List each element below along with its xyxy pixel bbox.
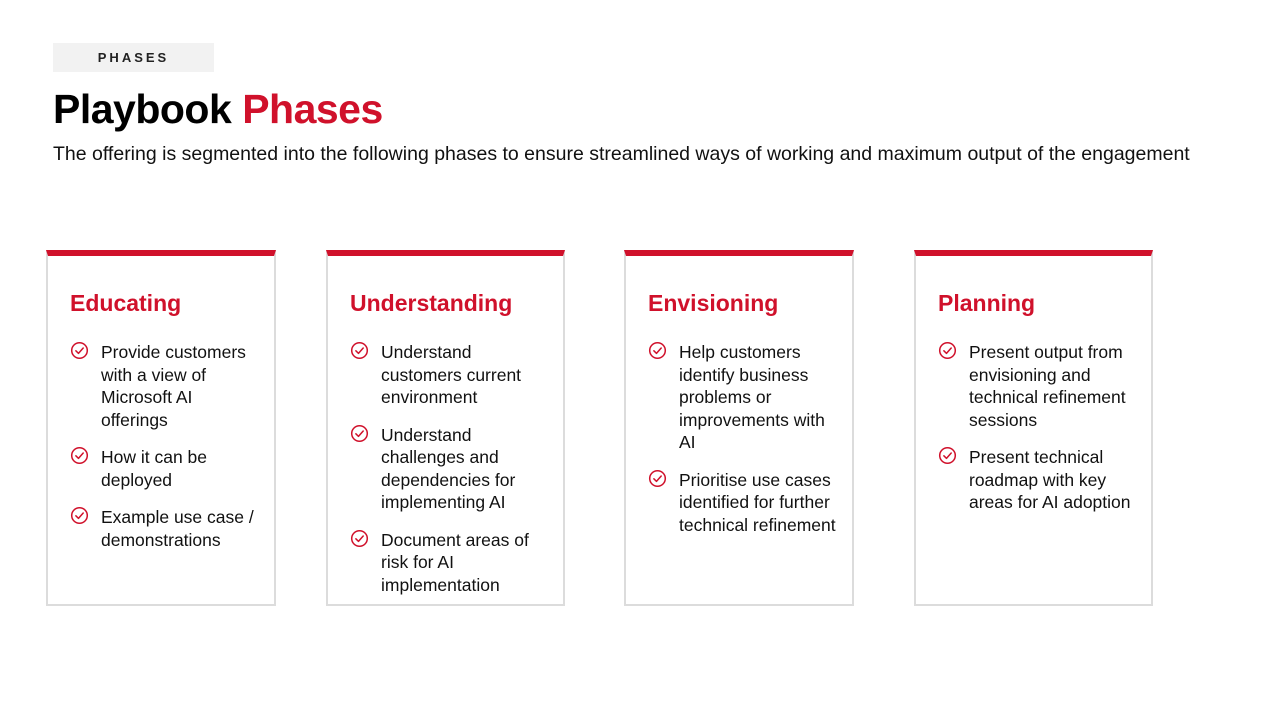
list-item	[350, 341, 553, 409]
check-circle-icon	[350, 529, 369, 548]
list-item	[648, 469, 842, 537]
item-text: Understand customers current environment	[381, 342, 522, 407]
phase-card-planning	[914, 250, 1153, 606]
check-circle-icon	[938, 446, 957, 465]
phase-title: Planning	[938, 290, 1036, 316]
check-circle-icon	[648, 341, 667, 360]
phase-items	[350, 341, 553, 611]
phase-card-envisioning	[624, 250, 854, 606]
item-text: Help customers identify business problems or improvements with AI	[679, 342, 825, 452]
item-text: Document areas of risk for AI implementation	[381, 529, 529, 595]
phase-card-understanding	[326, 250, 565, 606]
check-circle-icon	[648, 469, 667, 488]
item-text: Provide customers with a view of Microsoft AI offerings	[101, 342, 246, 430]
item-text: Understand challenges and dependencies for implementing AI	[381, 424, 516, 512]
item-text: Example use case / demonstrations	[101, 507, 254, 550]
phase-items	[938, 341, 1141, 529]
page-subtitle: The offering is segmented into the following phases to ensure streamlined ways of working and maximum output of the engagement	[53, 143, 1190, 165]
phase-items	[648, 341, 842, 551]
check-circle-icon	[350, 424, 369, 443]
list-item	[350, 529, 553, 597]
item-text: Present output from envisioning and technical refinement sessions	[969, 342, 1126, 430]
list-item	[70, 506, 264, 551]
check-circle-icon	[70, 341, 89, 360]
list-item	[350, 424, 553, 514]
phase-title: Educating	[70, 290, 182, 316]
phase-items	[70, 341, 264, 566]
list-item	[70, 446, 264, 491]
check-circle-icon	[70, 506, 89, 525]
phase-card-educating	[46, 250, 276, 606]
item-text: How it can be deployed	[101, 447, 208, 490]
check-circle-icon	[938, 341, 957, 360]
page-title-accent: Phases	[242, 86, 383, 132]
page-title-main: Playbook	[53, 86, 232, 132]
item-text: Prioritise use cases identified for further technical refinement	[679, 469, 836, 535]
phase-title: Envisioning	[648, 290, 779, 316]
item-text: Present technical roadmap with key areas for AI adoption	[969, 447, 1131, 512]
page-title	[53, 84, 383, 134]
list-item	[938, 446, 1141, 514]
check-circle-icon	[70, 446, 89, 465]
section-tag: PHASES	[53, 43, 214, 72]
list-item	[938, 341, 1141, 431]
list-item	[70, 341, 264, 431]
list-item	[648, 341, 842, 454]
phase-title: Understanding	[350, 290, 513, 316]
check-circle-icon	[350, 341, 369, 360]
